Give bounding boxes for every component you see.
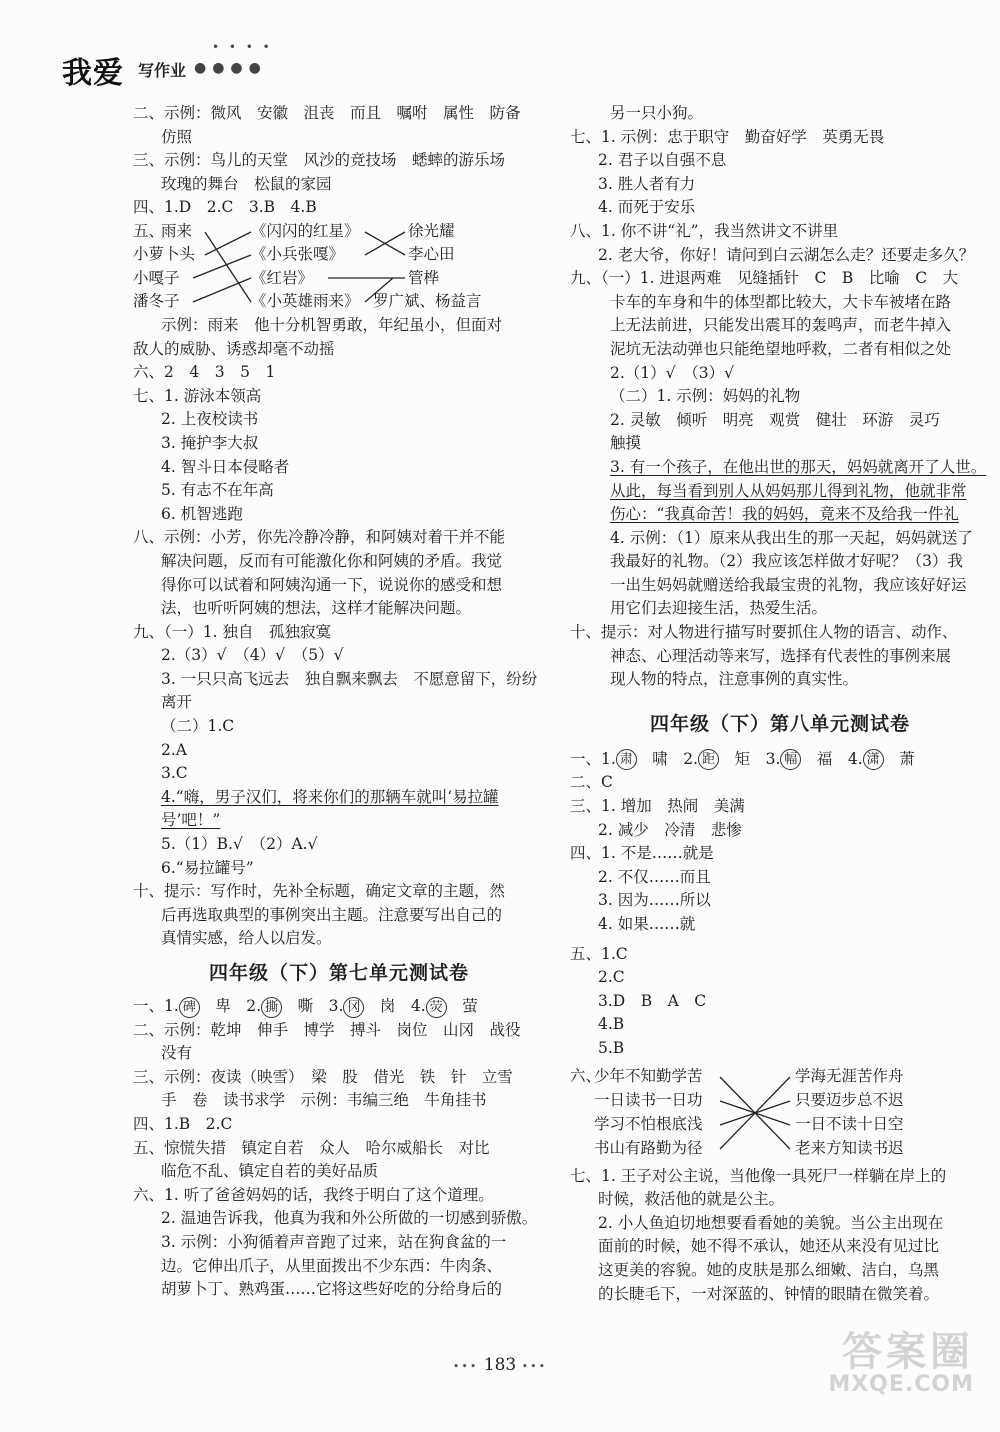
answer-line-circled	[133, 995, 545, 1019]
answer-line: 3.C	[161, 764, 188, 783]
match-author: 徐光耀	[408, 221, 455, 240]
answer-line: 3. 因为……所以	[598, 891, 711, 910]
section-heading-unit8: 四年级（下）第八单元测试卷	[649, 712, 910, 735]
text-fragment: 一、1.	[570, 749, 616, 768]
answer-line: 七、1. 示例：忠于职守 勤奋好学 英勇无畏	[570, 127, 885, 146]
answer-line: 十、提示：对人物进行描写时要抓住人物的语言、动作、	[570, 623, 958, 642]
answer-line: 2.C	[598, 968, 625, 987]
answer-line: 2. 小人鱼迫切地想要看看她的美貌。当公主出现在	[598, 1213, 944, 1232]
answer-line: 4. 示例：（1）原来从我出生的那一天起，妈妈就送了	[610, 528, 973, 547]
answer-line: 卡车的车身和牛的体型都比较大，大卡车被堵在路	[610, 292, 952, 311]
answer-line: 玫瑰的舞台 松鼠的家园	[161, 174, 332, 193]
answer-line: 六、2 4 3 5 1	[133, 363, 276, 382]
answer-line: 3.D B A C	[598, 991, 707, 1010]
answer-line: 3. 一只只高飞远去 独自飘来飘去 不愿意留下，纷纷	[161, 669, 538, 688]
match-proverb-right: 老来方知读书迟	[795, 1138, 904, 1157]
answer-line: （二）1.C	[161, 717, 235, 736]
text-fragment: 嘶 3.	[282, 997, 344, 1015]
text-fragment: 卑 2.	[199, 997, 262, 1015]
matching-exercise-people-books	[133, 220, 545, 314]
answer-line: 边。它伸出爪子，从里面拨出不少东西：牛肉条、	[161, 1256, 503, 1275]
text-fragment: 福 4.	[801, 749, 863, 768]
answer-line: 解决问题，反而有可能激化你和阿姨的矛盾。我觉	[161, 551, 503, 570]
circled-char: 撕	[261, 997, 282, 1018]
answer-line: 4. 而死于安乐	[598, 198, 696, 217]
answer-line: 6.“易拉罐号”	[161, 858, 254, 877]
answer-line: 四、1.B 2.C	[133, 1114, 233, 1133]
circled-char: 潇	[863, 749, 884, 770]
answer-line: 后再选取典型的事例突出主题。注意要写出自己的	[161, 905, 503, 924]
match-person: 小嘎子	[133, 268, 180, 287]
answer-line: 用它们去迎接生活，热爱生活。	[610, 599, 828, 618]
text-fragment: 萤	[446, 997, 478, 1015]
answer-line: 手 卷 读书求学 示例：韦编三绝 牛角挂书	[161, 1091, 487, 1110]
answer-line-underlined: 伤心：“我真命苦！我的妈妈，竟来不及给我一件礼	[610, 505, 959, 524]
right-column	[570, 102, 990, 1306]
answer-line: 真情实感，给人以启发。	[161, 929, 332, 948]
text-fragment: 一、1.	[133, 997, 179, 1015]
answer-line: 二、C	[570, 773, 613, 792]
brand-sub: 写作业	[138, 61, 187, 80]
footer-dots-left-icon: •••	[452, 1360, 479, 1373]
question-label: 六、	[570, 1066, 602, 1085]
circled-char: 幅	[780, 749, 801, 770]
answer-line: 得你可以试着和阿姨沟通一下，说说你的感受和想	[161, 575, 503, 594]
answer-line: 七、1. 游泳本领高	[133, 386, 262, 405]
match-author: 罗广斌、杨益言	[373, 292, 482, 311]
answer-line: 4. 如果……就	[598, 915, 696, 933]
answer-line: 五、1.C	[570, 944, 628, 963]
brand-dots-right-icon: ●●●●	[194, 60, 267, 76]
answer-line-underlined: 号’吧！”	[161, 811, 221, 830]
answer-line: 临危不乱、镇定自若的美好品质	[161, 1162, 379, 1181]
answer-line: 4. 智斗日本侵略者	[161, 457, 290, 476]
answer-line: 的长睫毛下，一对深蓝的、钟情的眼睛在微笑着。	[598, 1284, 940, 1303]
page-number: 183	[483, 1355, 517, 1375]
answer-line: 八、示例：小芳，你先冷静冷静，和阿姨对着干并不能	[133, 528, 506, 547]
answer-line: 3. 胜人者有力	[598, 174, 696, 193]
answer-line: 4.B	[598, 1015, 625, 1034]
answer-line: 2. 不仅……而且	[598, 867, 711, 886]
answer-line: 2.A	[161, 740, 187, 759]
watermark-logo	[792, 1320, 974, 1410]
answer-line: 离开	[161, 693, 193, 712]
match-author: 管桦	[408, 268, 440, 287]
answer-line: 法，也听听阿姨的想法，这样才能解决问题。	[161, 599, 472, 618]
answer-line: 二、示例：乾坤 伸手 博学 搏斗 岗位 山冈 战役	[133, 1020, 521, 1039]
answer-line: 3. 示例：小狗循着声音跑了过来，站在狗食盆的一	[161, 1232, 507, 1251]
text-fragment: 啸 2.	[636, 749, 699, 768]
match-proverb-left: 少年不知勤学苦	[594, 1066, 703, 1085]
answer-line: 2. 灵敏 倾听 明亮 观赏 健壮 环游 灵巧	[610, 410, 940, 429]
circled-char: 距	[698, 749, 719, 770]
answer-line: 十、提示：写作时，先补全标题，确定文章的主题，然	[133, 882, 506, 901]
answer-line: 这更美的容貌。她的皮肤是那么细嫩、洁白，乌黑	[598, 1260, 940, 1279]
answer-line-underlined: 从此，每当看到别人从妈妈那儿得到礼物，他就非常	[610, 481, 967, 500]
answer-line: 四、1.D 2.C 3.B 4.B	[133, 198, 317, 217]
match-person: 雨来	[161, 221, 193, 240]
answer-line: 6. 机智逃跑	[161, 504, 243, 523]
answer-line: 2. 温迪告诉我，他真为我和外公所做的一切感到骄傲。	[161, 1209, 538, 1228]
match-book: 《闪闪的红星》	[251, 221, 360, 240]
match-proverb-left: 学习不怕根底浅	[594, 1114, 703, 1133]
answer-line: 九、（一）1. 进退两难 见缝插针 C B 比喻 C 大	[570, 269, 959, 288]
brand-logo	[62, 38, 312, 91]
watermark-url: MXQE.COM	[828, 1372, 974, 1397]
match-proverb-left: 书山有路勤为径	[594, 1138, 703, 1157]
question-label: 五、	[133, 221, 165, 240]
circled-char: 肃	[616, 749, 637, 770]
match-book: 《红岩》	[251, 268, 314, 287]
left-column	[133, 102, 545, 1302]
text-fragment: 岗 4.	[364, 997, 426, 1015]
match-proverb-right: 只要迈步总不迟	[795, 1090, 904, 1109]
match-proverb-left: 一日读书一日功	[594, 1090, 703, 1109]
match-book: 《小兵张嘎》	[251, 245, 345, 264]
match-book: 《小英雄雨来》	[251, 292, 360, 311]
answer-line: 2. 老大爷，你好！请问到白云湖怎么走？还要走多久？	[598, 245, 975, 264]
answer-line: 面前的时候，她不得不承认，她还从来没有见过比	[598, 1237, 940, 1256]
circled-char: 荧	[426, 997, 447, 1018]
answer-line: 神态、心理活动等来写，选择有代表性的事例来展	[610, 646, 952, 665]
answer-line: 泥坑无法动弹也只能绝望地呼救，二者有相似之处	[610, 339, 952, 358]
answer-line: 三、示例：夜读（映雪） 梁 股 借光 铁 针 立雪	[133, 1067, 513, 1086]
answer-line-underlined: 4.“嗨，男子汉们，将来你们的那辆车就叫‘易拉罐	[161, 787, 499, 806]
answer-line: 九、（一）1. 独自 孤独寂寞	[133, 622, 331, 641]
answer-line-underlined: 3. 有一个孩子，在他出世的那天，妈妈就离开了人世。	[610, 457, 987, 476]
match-person: 潘冬子	[133, 292, 180, 311]
match-proverb-right: 学海无涯苦作舟	[795, 1066, 904, 1085]
answer-line: 示例：雨来 他十分机智勇敢，年纪虽小，但面对	[161, 315, 503, 334]
answer-line: 5.（1）B.√ （2）A.√	[161, 835, 318, 854]
circled-char: 碑	[179, 997, 200, 1018]
answer-line: 一出生妈妈就赠送给我最宝贵的礼物，我应该好好运	[610, 575, 967, 594]
answer-line: （二）1. 示例：妈妈的礼物	[610, 387, 801, 406]
answer-line: 2. 减少 冷清 悲惨	[598, 820, 742, 839]
answer-line: 3. 掩护李大叔	[161, 433, 259, 452]
answer-line-circled	[570, 748, 990, 772]
answer-line: 2. 上夜校读书	[161, 410, 259, 429]
answer-line: 仿照	[161, 127, 193, 146]
match-proverb-right: 一日不读十日空	[795, 1114, 904, 1133]
answer-line: 胡萝卜丁、熟鸡蛋……它将这些好吃的分给身后的	[161, 1280, 503, 1299]
answer-line: 2.（3）√ （4）√ （5）√	[161, 646, 344, 665]
text-fragment: 矩 3.	[719, 749, 781, 768]
answer-line: 八、1. 你不讲“礼”，我当然讲文不讲里	[570, 221, 839, 240]
match-person: 小萝卜头	[133, 245, 196, 264]
answer-line: 没有	[161, 1044, 193, 1063]
answer-line: 另一只小狗。	[610, 104, 704, 122]
watermark-text: 答案圈	[842, 1329, 974, 1375]
answer-line: 5. 有志不在年高	[161, 481, 274, 500]
text-fragment: 萧	[883, 749, 915, 768]
answer-line: 现人物的特点，注意事例的真实性。	[610, 670, 859, 689]
answer-line: 敌人的威胁、诱惑却毫不动摇	[133, 339, 335, 358]
answer-line: 五、惊慌失措 镇定自若 众人 哈尔威船长 对比	[133, 1138, 490, 1157]
footer-dots-right-icon: •••	[521, 1360, 548, 1373]
brand-dots-icon: • • • •	[212, 40, 273, 54]
brand-main: 我爱	[62, 56, 124, 91]
circled-char: 冈	[343, 997, 364, 1018]
section-heading-unit7: 四年级（下）第七单元测试卷	[208, 962, 469, 984]
answer-line: 二、示例：微风 安徽 沮丧 而且 嘱咐 属性 防备	[133, 104, 521, 122]
answer-line: 六、1. 听了爸爸妈妈的话，我终于明白了这个道理。	[133, 1185, 494, 1204]
answer-line: 时候，救活他的就是公主。	[598, 1190, 785, 1209]
matching-exercise-proverbs	[570, 1065, 990, 1165]
answer-line: 2. 君子以自强不息	[598, 151, 727, 170]
answer-line: 2.（1）√ （3）√	[610, 363, 735, 382]
answer-line: 三、示例：鸟儿的天堂 风沙的竞技场 蟋蟀的游乐场	[133, 151, 506, 170]
answer-line: 四、1. 不是……就是	[570, 844, 714, 863]
match-author: 李心田	[408, 245, 455, 264]
answer-line: 三、1. 增加 热闹 美满	[570, 797, 745, 816]
answer-line: 上无法前进，只能发出震耳的轰鸣声，而老牛掉入	[610, 316, 952, 335]
answer-line: 触摸	[610, 434, 642, 453]
answer-line: 5.B	[598, 1038, 625, 1057]
answer-line: 七、1. 王子对公主说，当他像一具死尸一样躺在岸上的	[570, 1166, 947, 1185]
answer-line: 我最好的礼物。（2）我应该怎样做才好呢？（3）我	[610, 552, 963, 571]
